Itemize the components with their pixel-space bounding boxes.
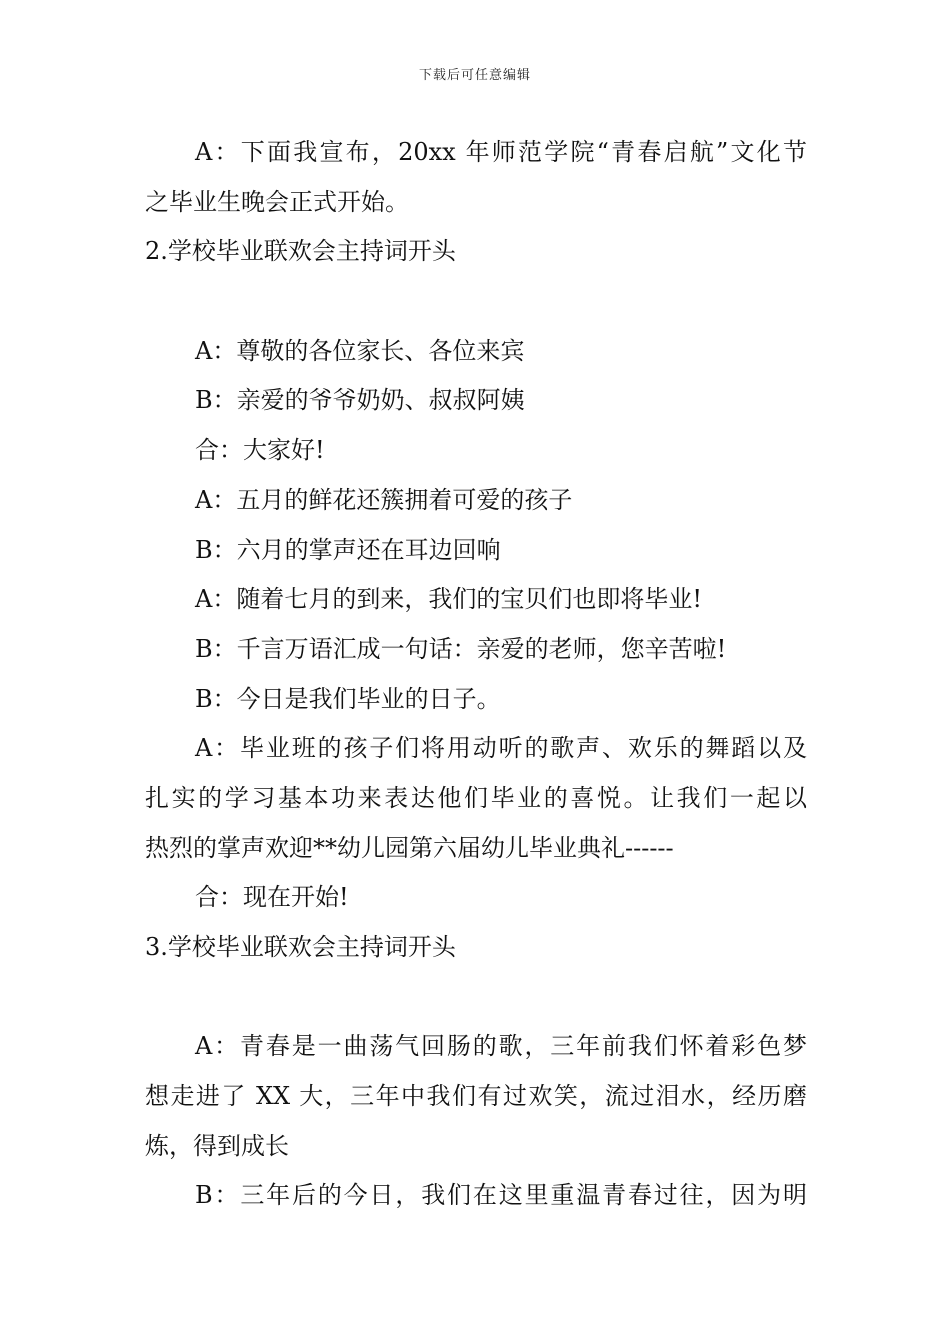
paragraph-line: A：下面我宣布，20xx 年师范学院“青春启航”文化节 xyxy=(195,138,807,166)
dialogue-line: B：今日是我们毕业的日子。 xyxy=(195,684,501,713)
dialogue-line: A：随着七月的到来，我们的宝贝们也即将毕业! xyxy=(195,585,702,614)
dialogue-line: A：青春是一曲荡气回肠的歌，三年前我们怀着彩色梦 xyxy=(195,1032,807,1061)
page-header-note: 下载后可任意编辑 xyxy=(418,68,531,83)
paragraph-line: 炼，得到成长 xyxy=(145,1131,289,1160)
dialogue-line: A：五月的鲜花还簇拥着可爱的孩子 xyxy=(195,485,573,514)
paragraph-line: 之毕业生晚会正式开始。 xyxy=(145,187,409,216)
paragraph-line: 扎实的学习基本功来表达他们毕业的喜悦。让我们一起以 xyxy=(145,783,807,812)
paragraph-line: 热烈的掌声欢迎**幼儿园第六届幼儿毕业典礼------ xyxy=(145,833,674,862)
paragraph-line: 想走进了 XX 大，三年中我们有过欢笑，流过泪水，经历磨 xyxy=(145,1082,807,1111)
dialogue-line: A：毕业班的孩子们将用动听的歌声、欢乐的舞蹈以及 xyxy=(195,734,807,763)
dialogue-line: 合：现在开始! xyxy=(195,883,349,912)
dialogue-line: B：三年后的今日，我们在这里重温青春过往，因为明 xyxy=(195,1181,807,1210)
dialogue-line: B：亲爱的爷爷奶奶、叔叔阿姨 xyxy=(195,386,525,415)
blank-line xyxy=(145,973,807,1023)
dialogue-line: A：尊敬的各位家长、各位来宾 xyxy=(195,336,525,365)
section-heading: 2.学校毕业联欢会主持词开头 xyxy=(145,237,456,266)
blank-line xyxy=(145,277,807,327)
section-heading: 3.学校毕业联欢会主持词开头 xyxy=(145,933,456,961)
dialogue-line: 合：大家好! xyxy=(195,436,325,465)
document-body xyxy=(145,128,807,1221)
dialogue-line: B：六月的掌声还在耳边回响 xyxy=(195,535,501,564)
dialogue-line: B：千言万语汇成一句话：亲爱的老师，您辛苦啦! xyxy=(195,634,727,663)
